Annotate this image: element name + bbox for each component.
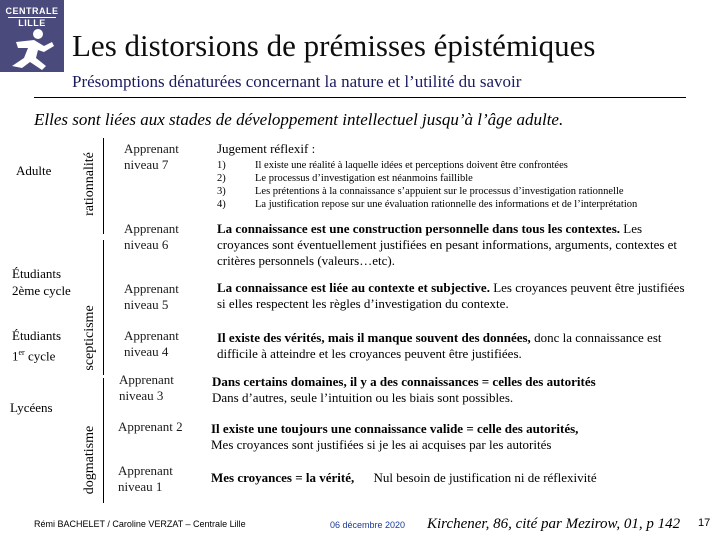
dogmatisme-line	[103, 378, 104, 503]
footer-date: 06 décembre 2020	[330, 520, 406, 530]
level-3-text	[212, 374, 682, 406]
runner-icon	[0, 28, 64, 72]
level-2-label: Apprenant 2	[118, 419, 183, 434]
level-1-text	[211, 470, 681, 486]
level-4-rest: donc la connaissance est difficile à atteindre et les croyances peuvent être justifiées.	[217, 330, 662, 361]
level-7-heading: Jugement réflexif :	[217, 141, 316, 156]
age-label-etudiants-1-sup: er	[18, 348, 25, 357]
centrale-lille-logo	[0, 0, 64, 72]
level-7-item-num: 1)	[217, 160, 226, 171]
level-2-bold: Il existe une toujours une connaissance valide = celle des autorités,	[211, 421, 579, 436]
header-divider	[34, 97, 686, 98]
level-7-item-num: 4)	[217, 199, 226, 210]
footer-authors: Rémi BACHELET / Caroline VERZAT – Centrale Lille	[34, 519, 246, 529]
level-5-label: Apprenant niveau 5	[124, 281, 179, 312]
level-3-rest: Dans d’autres, seule l’intuition ou les biais sont possibles.	[212, 390, 514, 405]
level-3-bold: Dans certains domaines, il y a des connaissances = celles des autorités	[212, 374, 596, 389]
age-label-etudiants-1-num: 1	[12, 348, 19, 364]
level-6-bold: La connaissance est une construction personnelle dans tous les contextes.	[217, 221, 621, 236]
page-subtitle: Présomptions dénaturées concernant la nature et l’utilité du savoir	[72, 72, 522, 91]
level-5-rest: Les croyances peuvent être justifiées si elles respectent les règles d’investigation du contexte.	[217, 280, 685, 311]
level-7-item-text: Le processus d’investigation est néanmoins faillible	[255, 173, 473, 184]
level-2-text	[211, 421, 681, 453]
level-2-rest: Mes croyances sont justifiées si je les ai acquises par les autorités	[211, 437, 552, 452]
stance-scepticisme: scepticisme	[82, 305, 97, 371]
page-title: Les distorsions de prémisses épistémiques	[72, 28, 596, 63]
level-7-item	[217, 198, 697, 211]
level-4-label: Apprenant niveau 4	[124, 328, 179, 359]
level-7-item-text: Les prétentions à la connaissance s’appuient sur le processus d’investigation rationnelle	[255, 186, 624, 197]
level-7-item-text: La justification repose sur une évaluation rationnelle des informations et de l’interprétation	[255, 199, 638, 210]
level-7-item	[217, 172, 697, 185]
rationnalite-line	[103, 138, 104, 234]
intro-text: Elles sont liées aux stades de développement intellectuel jusqu’à l’âge adulte.	[34, 110, 564, 129]
level-7-list	[217, 159, 697, 211]
level-1-rest: Nul besoin de justification ni de réflexivité	[373, 470, 597, 485]
level-5-bold: La connaissance est liée au contexte et subjective.	[217, 280, 490, 295]
logo-line2: LILLE	[18, 18, 46, 28]
level-6-rest: Les croyances sont éventuellement justifiées en pesant informations, arguments, contextes et critères personnels (valeurs…etc).	[217, 221, 678, 268]
stance-rationnalite: rationnalité	[82, 152, 97, 216]
age-label-lyceens: Lycéens	[10, 400, 53, 415]
level-3-label: Apprenant niveau 3	[119, 372, 174, 403]
level-4-text	[217, 330, 687, 362]
age-label-etudiants-1-word: Étudiants	[12, 328, 62, 343]
age-label-adulte: Adulte	[16, 163, 52, 178]
level-1-label: Apprenant niveau 1	[118, 463, 173, 494]
age-label-etudiants-1-cycle: cycle	[24, 348, 56, 364]
level-6-label: Apprenant niveau 6	[124, 221, 179, 252]
level-1-bold: Mes croyances = la vérité,	[211, 470, 355, 485]
logo-line1: CENTRALE	[5, 6, 59, 16]
level-5-text	[217, 280, 689, 312]
level-7-item-num: 3)	[217, 186, 226, 197]
level-7-item-text: Il existe une réalité à laquelle idées et perceptions doivent être confrontées	[255, 160, 568, 171]
scepticisme-line	[103, 240, 104, 375]
age-label-etudiants-1	[12, 327, 82, 364]
age-label-etudiants-2: Étudiants 2ème cycle	[12, 266, 71, 298]
stance-dogmatisme: dogmatisme	[82, 425, 97, 495]
level-4-bold: Il existe des vérités, mais il manque souvent des données,	[217, 330, 531, 345]
level-7-item	[217, 185, 697, 198]
level-7-label: Apprenant niveau 7	[124, 141, 179, 172]
level-7-item	[217, 159, 697, 172]
page-number: 17	[698, 517, 711, 529]
level-6-text	[217, 221, 689, 269]
level-7-item-num: 2)	[217, 173, 226, 184]
footer-citation: Kirchener, 86, cité par Mezirow, 01, p 142	[427, 516, 681, 532]
